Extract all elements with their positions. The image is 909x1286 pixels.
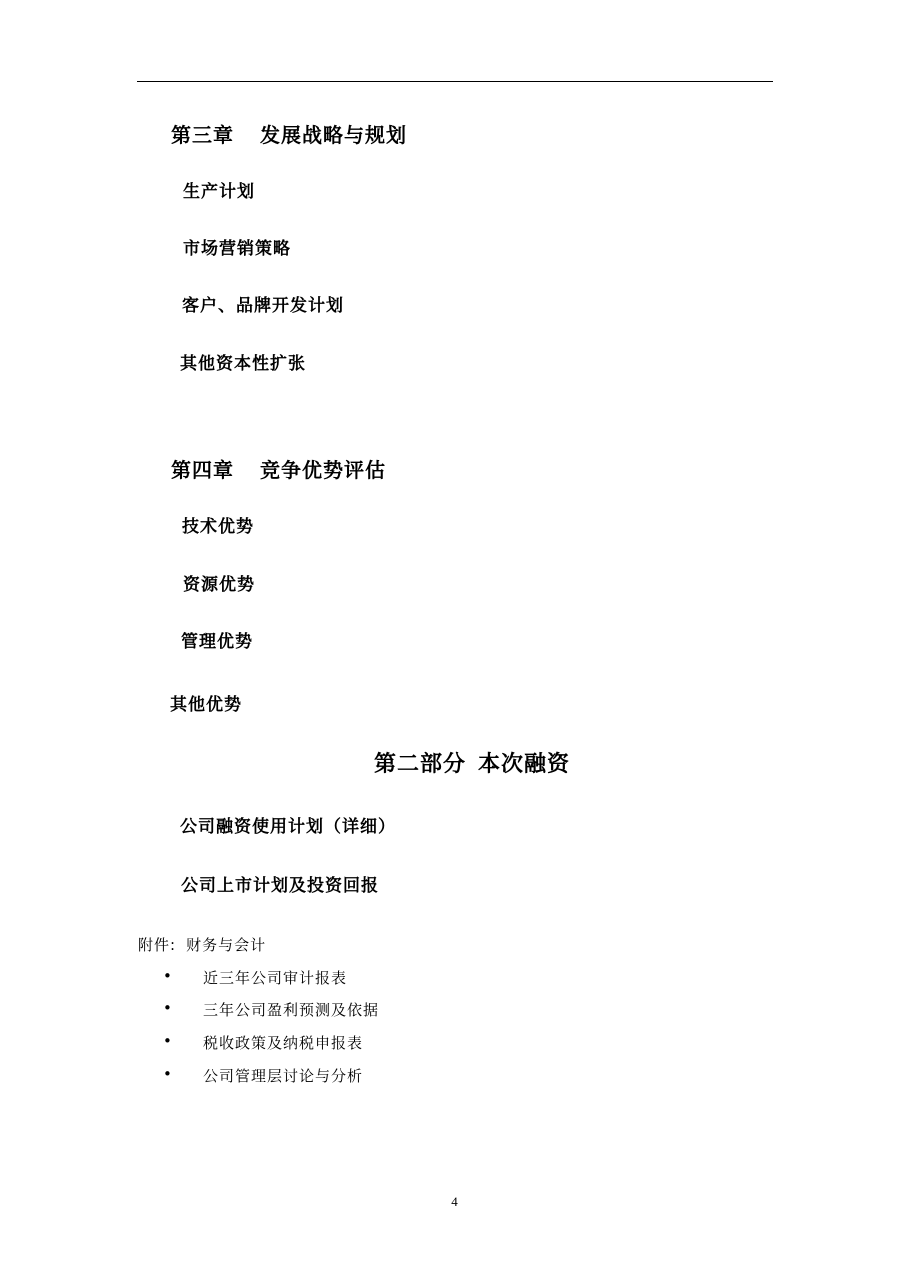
part-2-title: 本次融资 (478, 752, 571, 777)
appendix-item-text: 三年公司盈利预测及依据 (203, 1001, 380, 1019)
appendix-label: 附件: (138, 936, 177, 954)
chapter-3-item: 生产计划 (183, 182, 255, 202)
chapter-3-heading (171, 119, 407, 148)
appendix-item-text: 税收政策及纳税申报表 (203, 1034, 364, 1052)
chapter-3-item: 客户、品牌开发计划 (182, 296, 344, 316)
bullet-icon: • (163, 1032, 172, 1050)
chapter-3-item: 市场营销策略 (183, 239, 291, 259)
chapter-4-heading (171, 454, 386, 483)
chapter-4-item: 技术优势 (182, 517, 254, 537)
appendix-item-text: 公司管理层讨论与分析 (203, 1067, 364, 1085)
chapter-3-title: 发展战略与规划 (260, 123, 407, 147)
chapter-3-number: 第三章 (171, 123, 234, 147)
part-2-heading (374, 747, 570, 778)
bullet-icon: • (163, 999, 172, 1017)
appendix-heading (138, 934, 266, 955)
header-rule (137, 81, 773, 82)
part-2-item: 公司上市计划及投资回报 (181, 876, 379, 896)
part-2-number: 第二部分 (374, 752, 467, 777)
part-2-item: 公司融资使用计划（详细） (180, 817, 396, 837)
chapter-4-item: 其他优势 (170, 695, 242, 715)
bullet-icon: • (163, 967, 172, 985)
appendix-title: 财务与会计 (186, 936, 267, 954)
page-number: 4 (451, 1194, 458, 1209)
chapter-3-item: 其他资本性扩张 (180, 354, 306, 374)
appendix-item-text: 近三年公司审计报表 (203, 969, 348, 987)
chapter-4-title: 竞争优势评估 (260, 458, 386, 482)
bullet-icon: • (163, 1065, 172, 1083)
chapter-4-item: 资源优势 (183, 575, 255, 595)
chapter-4-number: 第四章 (171, 458, 234, 482)
chapter-4-item: 管理优势 (181, 632, 253, 652)
